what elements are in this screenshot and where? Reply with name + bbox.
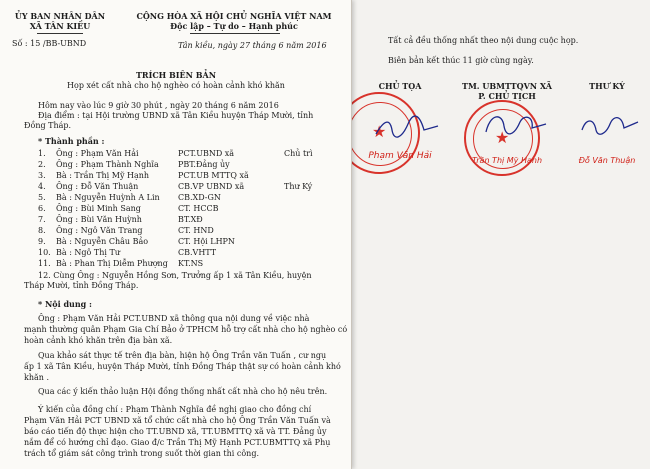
official-seal-stamp: ★ — [338, 92, 420, 174]
participant-name: Ông : Đỗ Văn Thuận — [56, 182, 139, 191]
mttq-seal-stamp: ★ — [464, 100, 540, 176]
content-line: Qua các ý kiến thảo luận Hội đồng thống nhất cất nhà cho hộ nêu trên. — [38, 387, 328, 396]
participant-position: CB.XD-GN — [178, 193, 221, 202]
participant-position: CB.VHTT — [178, 248, 217, 257]
org-subname: XÃ TÂN KIỀU — [29, 21, 91, 31]
motto: Độc lập – Tự do – Hạnh phúc — [170, 21, 298, 31]
meeting-location-cont: Đồng Tháp. — [24, 121, 72, 130]
participant-12: 12. Cùng Ông : Nguyễn Hồng Sơn, Trưởng ấp 1 xã Tân Kiều, huyện — [38, 271, 312, 280]
participant-role: Thư Ký — [284, 182, 313, 191]
signer-3-title: THƯ KÝ — [589, 81, 625, 91]
meeting-location: Địa điểm : tại Hội trường UBND xã Tân Kiều huyện Tháp Mười, tỉnh — [38, 111, 314, 120]
meeting-time: Hôm nay vào lúc 9 giờ 30 phút , ngày 20 tháng 6 năm 2016 — [38, 101, 279, 110]
participant-name: Ông : Phạm Văn Hải — [56, 149, 139, 158]
content-line: Qua khảo sát thực tế trên địa bàn, hiện hộ Ông Trần văn Tuấn , cư ngụ — [38, 351, 327, 360]
content-line: trách tổ giám sát công trình trong suốt thời gian thi công. — [24, 449, 259, 458]
participant-position: CT. HCCB — [178, 204, 219, 213]
content-line: khăn . — [24, 373, 50, 382]
signer-2-signature — [480, 108, 550, 142]
participant-name: Bà : Ngô Thị Tư — [56, 248, 120, 257]
participant-name: Bà : Nguyễn Châu Bảo — [56, 237, 149, 246]
content-line: ấp 1 xã Tân Kiều, huyện Tháp Mười, tỉnh Đồng Tháp thật sự có hoàn cảnh khó — [24, 362, 341, 371]
participant-number: 9. — [38, 237, 46, 246]
content-line: Ông : Phạm Văn Hải PCT.UBND xã thông qua nội dung về việc nhà — [38, 314, 310, 323]
doc-number: Số : 15 /BB-UBND — [12, 39, 87, 48]
content-line: nắm để có hướng chỉ đạo. Giao đ/c Trần Thị Mỹ Hạnh PCT.UBMTTQ xã Phụ — [24, 438, 331, 447]
participant-number: 1. — [38, 149, 46, 158]
participant-position: KT.NS — [178, 259, 204, 268]
content-line: mạnh thường quân Phạm Gia Chí Bảo ở TPHCM hỗ trợ cất nhà cho hộ nghèo có — [24, 325, 348, 334]
participant-number: 2. — [38, 160, 46, 169]
participant-position: PBT.Đảng ủy — [178, 160, 230, 169]
signer-2-title: TM. UBMTTQVN XÃ — [462, 81, 552, 91]
participant-number: 8. — [38, 226, 46, 235]
document-page-right — [352, 0, 650, 469]
org-name: ỦY BAN NHÂN DÂN — [14, 11, 106, 21]
signer-2-name: Trần Thị Mỹ Hạnh — [471, 156, 543, 165]
participant-name: Ông : Ngô Văn Trang — [56, 226, 143, 235]
participant-number: 4. — [38, 182, 46, 191]
document-subtitle: Họp xét cất nhà cho hộ nghèo có hoàn cảnh khó khăn — [67, 81, 285, 90]
content-line: Ý kiến của đồng chí : Phạm Thành Nghĩa đề nghị giao cho đồng chí — [38, 405, 312, 414]
participants-heading: * Thành phần : — [38, 136, 105, 146]
country-name: CỘNG HÒA XÃ HỘI CHỦ NGHĨA VIỆT NAM — [136, 11, 332, 21]
closing-line-2: Biên bản kết thúc 11 giờ cùng ngày. — [388, 56, 534, 65]
signer-2-subtitle: P. CHỦ TỊCH — [478, 91, 536, 101]
participant-name: Bà : Nguyễn Huỳnh A Lin — [56, 193, 160, 202]
participant-position: PCT.UB MTTQ xã — [178, 171, 249, 180]
participant-position: BT.XĐ — [178, 215, 203, 224]
participant-name: Bà : Trần Thị Mỹ Hạnh — [56, 171, 150, 180]
place-date: Tân kiều, ngày 27 tháng 6 năm 2016 — [178, 41, 327, 50]
participant-number: 3. — [38, 171, 46, 180]
participant-name: Ông : Bùi Văn Huỳnh — [56, 215, 142, 224]
signer-1-name: Phạm Văn Hải — [368, 151, 432, 161]
participant-role: Chủ trì — [284, 149, 313, 158]
participant-number: 7. — [38, 215, 46, 224]
content-line: báo cáo tiến độ thực hiện cho TT.UBND xã, TT.UBMTTQ xã và TT. Đảng ủy — [24, 427, 327, 436]
participant-position: CT. HND — [178, 226, 214, 235]
signer-3-signature — [578, 110, 642, 142]
content-line: hoàn cảnh khó khăn trên địa bàn xã. — [24, 336, 173, 345]
participant-number: 10. — [38, 248, 51, 257]
participant-position: PCT.UBND xã — [178, 149, 235, 158]
participant-name: Bà : Phan Thị Diễm Phượng — [56, 259, 168, 268]
content-heading: * Nội dung : — [38, 299, 92, 309]
signer-1-title: CHỦ TỌA — [378, 81, 422, 91]
participant-number: 5. — [38, 193, 46, 202]
closing-line-1: Tất cả đều thống nhất theo nội dung cuộc họp. — [388, 36, 579, 45]
content-line: Phạm Văn Hải PCT UBND xã tổ chức cất nhà cho hộ Ông Trần Văn Tuấn và — [24, 416, 331, 425]
participant-position: CB.VP UBND xã — [178, 182, 245, 191]
signer-1-signature — [372, 112, 442, 142]
participant-number: 11. — [38, 259, 51, 268]
participant-number: 6. — [38, 204, 46, 213]
participant-position: CT. Hội LHPN — [178, 237, 235, 246]
motto-underline — [190, 33, 280, 34]
participant-name: Ông : Bùi Minh Sang — [56, 204, 141, 213]
org-underline — [37, 33, 83, 34]
document-title: TRÍCH BIÊN BẢN — [135, 70, 217, 80]
signer-3-name: Đỗ Văn Thuận — [578, 156, 636, 165]
participant-12-cont: Tháp Mười, tỉnh Đồng Tháp. — [24, 281, 139, 290]
participant-name: Ông : Phạm Thành Nghĩa — [56, 160, 159, 169]
